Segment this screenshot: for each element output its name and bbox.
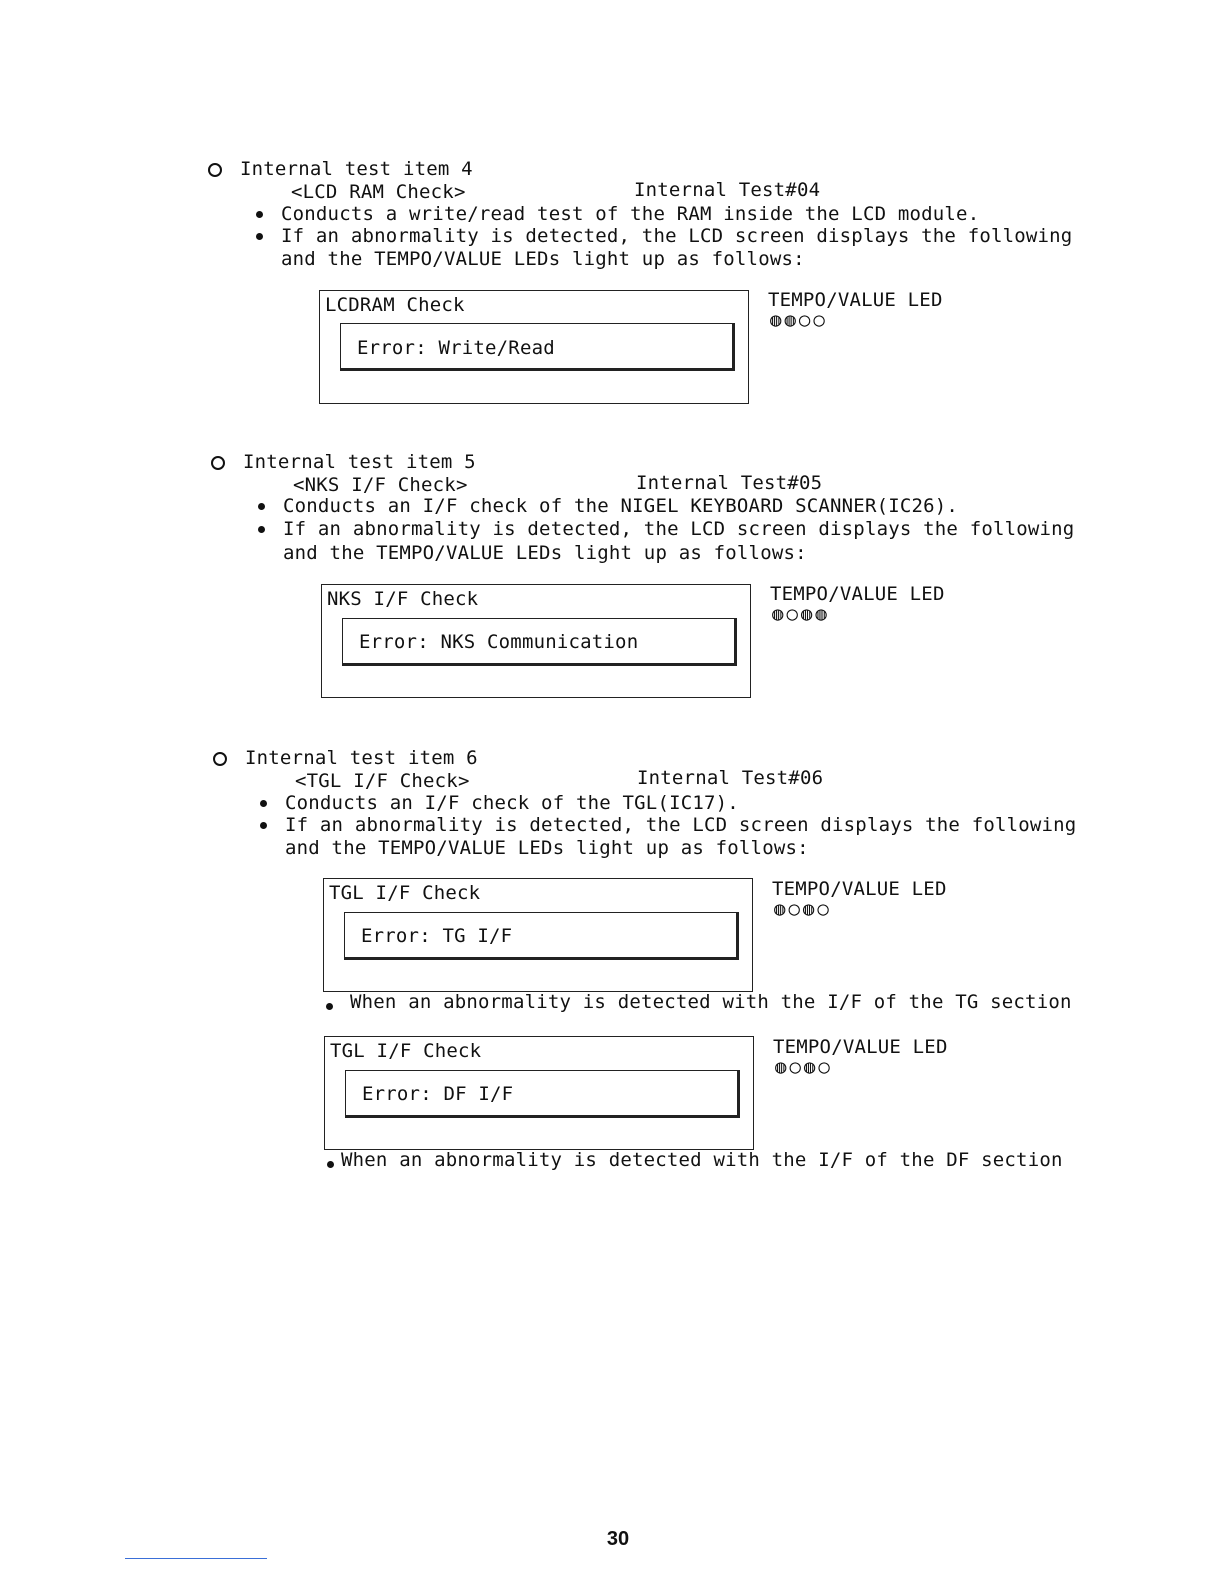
section-circle-icon xyxy=(211,456,225,470)
section-subtitle: <TGL I/F Check> xyxy=(295,770,470,792)
lcd-error-box xyxy=(340,323,735,371)
led-indicators xyxy=(772,605,830,623)
lcd-error-box xyxy=(342,618,737,666)
bullet-icon xyxy=(258,526,265,533)
lcd-screen xyxy=(319,290,749,404)
bullet-text-continued: and the TEMPO/VALUE LEDs light up as follows: xyxy=(283,542,807,564)
test-id: Internal Test#05 xyxy=(636,472,823,494)
led-indicators xyxy=(774,900,832,918)
lcd-error-box xyxy=(344,912,739,960)
bullet-text-continued: and the TEMPO/VALUE LEDs light up as follows: xyxy=(281,248,805,270)
led-pattern: ◍○◍◍ xyxy=(772,603,830,625)
bullet-icon xyxy=(258,503,265,510)
screen-caption: When an abnormality is detected with the I/F of the TG section xyxy=(350,991,1072,1013)
bullet-text: Conducts an I/F check of the NIGEL KEYBOARD SCANNER(IC26). xyxy=(283,495,959,517)
led-label: TEMPO/VALUE LED xyxy=(773,1036,948,1058)
led-indicators xyxy=(770,311,828,329)
led-pattern: ◍○◍○ xyxy=(774,898,832,920)
lcd-title: LCDRAM Check xyxy=(325,294,465,316)
section-subtitle: <LCD RAM Check> xyxy=(291,181,466,203)
footer-rule xyxy=(125,1558,267,1559)
bullet-text-continued: and the TEMPO/VALUE LEDs light up as follows: xyxy=(285,837,809,859)
screen-caption: When an abnormality is detected with the I/F of the DF section xyxy=(341,1149,1063,1171)
lcd-screen xyxy=(324,1036,754,1150)
section-heading: Internal test item 5 xyxy=(243,451,476,473)
bullet-icon xyxy=(256,211,263,218)
bullet-icon xyxy=(260,822,267,829)
bullet-icon xyxy=(327,1161,334,1168)
lcd-error-box xyxy=(345,1070,740,1118)
lcd-error-text: Error: Write/Read xyxy=(357,337,555,359)
test-id: Internal Test#04 xyxy=(634,179,821,201)
section-circle-icon xyxy=(208,163,222,177)
bullet-text: Conducts an I/F check of the TGL(IC17). xyxy=(285,792,739,814)
bullet-icon xyxy=(326,1003,333,1010)
lcd-error-text: Error: NKS Communication xyxy=(359,631,639,653)
bullet-text: Conducts a write/read test of the RAM inside the LCD module. xyxy=(281,203,980,225)
bullet-icon xyxy=(256,233,263,240)
lcd-title: TGL I/F Check xyxy=(329,882,481,904)
lcd-screen xyxy=(321,584,751,698)
section-heading: Internal test item 6 xyxy=(245,747,478,769)
test-id: Internal Test#06 xyxy=(637,767,824,789)
led-indicators xyxy=(775,1058,833,1076)
lcd-error-text: Error: DF I/F xyxy=(362,1083,514,1105)
led-label: TEMPO/VALUE LED xyxy=(772,878,947,900)
lcd-error-text: Error: TG I/F xyxy=(361,925,513,947)
lcd-screen xyxy=(323,878,753,992)
bullet-icon xyxy=(260,800,267,807)
section-circle-icon xyxy=(213,752,227,766)
bullet-text: If an abnormality is detected, the LCD screen displays the following xyxy=(281,225,1073,247)
lcd-title: NKS I/F Check xyxy=(327,588,479,610)
led-pattern: ◍○◍○ xyxy=(775,1056,833,1078)
led-label: TEMPO/VALUE LED xyxy=(770,583,945,605)
lcd-title: TGL I/F Check xyxy=(330,1040,482,1062)
bullet-text: If an abnormality is detected, the LCD screen displays the following xyxy=(283,518,1075,540)
page-number: 30 xyxy=(606,1528,630,1550)
bullet-text: If an abnormality is detected, the LCD screen displays the following xyxy=(285,814,1077,836)
section-subtitle: <NKS I/F Check> xyxy=(293,474,468,496)
led-pattern: ◍◍○○ xyxy=(770,309,828,331)
led-label: TEMPO/VALUE LED xyxy=(768,289,943,311)
section-heading: Internal test item 4 xyxy=(240,158,473,180)
